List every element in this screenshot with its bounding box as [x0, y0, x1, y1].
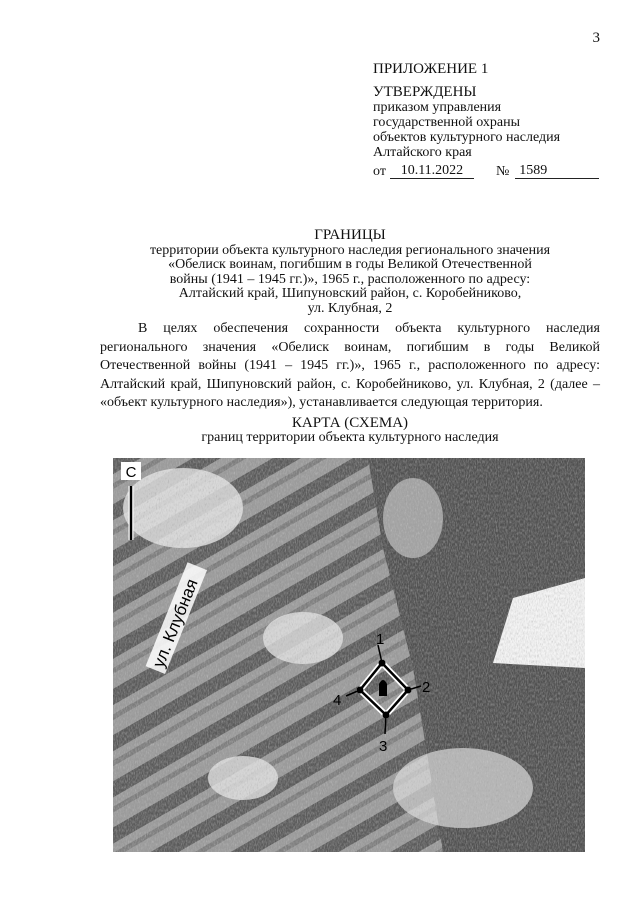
approved-label: УТВЕРЖДЕНЫ	[373, 84, 477, 100]
approval-line: объектов культурного наследия	[373, 130, 561, 145]
number-sign: №	[495, 164, 510, 179]
approval-block	[373, 62, 599, 179]
heading-title: ГРАНИЦЫ	[314, 227, 386, 243]
texture	[113, 458, 585, 852]
vertex-point	[357, 687, 364, 694]
map-heading	[90, 416, 610, 445]
point-label-1: 1	[376, 631, 385, 648]
obelisk-icon	[379, 680, 387, 696]
point-label-4: 4	[333, 692, 342, 709]
from-label: от	[373, 164, 386, 179]
vertex-point	[405, 687, 412, 694]
point-label-2: 2	[422, 679, 431, 696]
approval-line: приказом управления	[373, 100, 502, 115]
north-label: С	[125, 464, 137, 481]
heading-line: ул. Клубная, 2	[307, 300, 393, 316]
body-paragraph: В целях обеспечения сохранности объекта культурного наследия регионального значения «Обелиск воинам, погибшим в годы Великой Отечественной войны (1941 – 1945 гг.)», 1965 г., расположенного по адресу: Алтайский край, Шипуновский район, с. Коробейниково, ул. Клубная, 2 (далее – «объект культурного наследия»), устанавливается следующая территория.	[100, 321, 600, 410]
heading-line: «Обелиск воинам, погибшим в годы Великой Отечественной	[168, 257, 532, 272]
approval-line: Алтайского края	[373, 145, 472, 160]
document-heading	[90, 228, 610, 316]
order-number: 1589	[515, 163, 599, 179]
map-subtitle: границ территории объекта культурного наследия	[201, 429, 499, 445]
vertex-point	[379, 660, 386, 667]
order-row	[373, 163, 599, 179]
approval-line: государственной охраны	[373, 115, 521, 130]
point-label-3: 3	[379, 738, 388, 755]
heading-line: войны (1941 – 1945 гг.)», 1965 г., расположенного по адресу:	[169, 271, 531, 287]
vertex-point	[383, 712, 390, 719]
heading-line: территории объекта культурного наследия регионального значения	[149, 242, 551, 258]
appendix-label: ПРИЛОЖЕНИЕ 1	[373, 61, 489, 77]
heading-line: Алтайский край, Шипуновский район, с. Коробейниково,	[178, 286, 522, 301]
order-date: 10.11.2022	[390, 163, 474, 179]
page-number: 3	[592, 30, 600, 46]
map-title: КАРТА (СХЕМА)	[291, 415, 409, 431]
street-label: ул. Клубная	[148, 576, 202, 671]
aerial-map	[113, 458, 585, 852]
